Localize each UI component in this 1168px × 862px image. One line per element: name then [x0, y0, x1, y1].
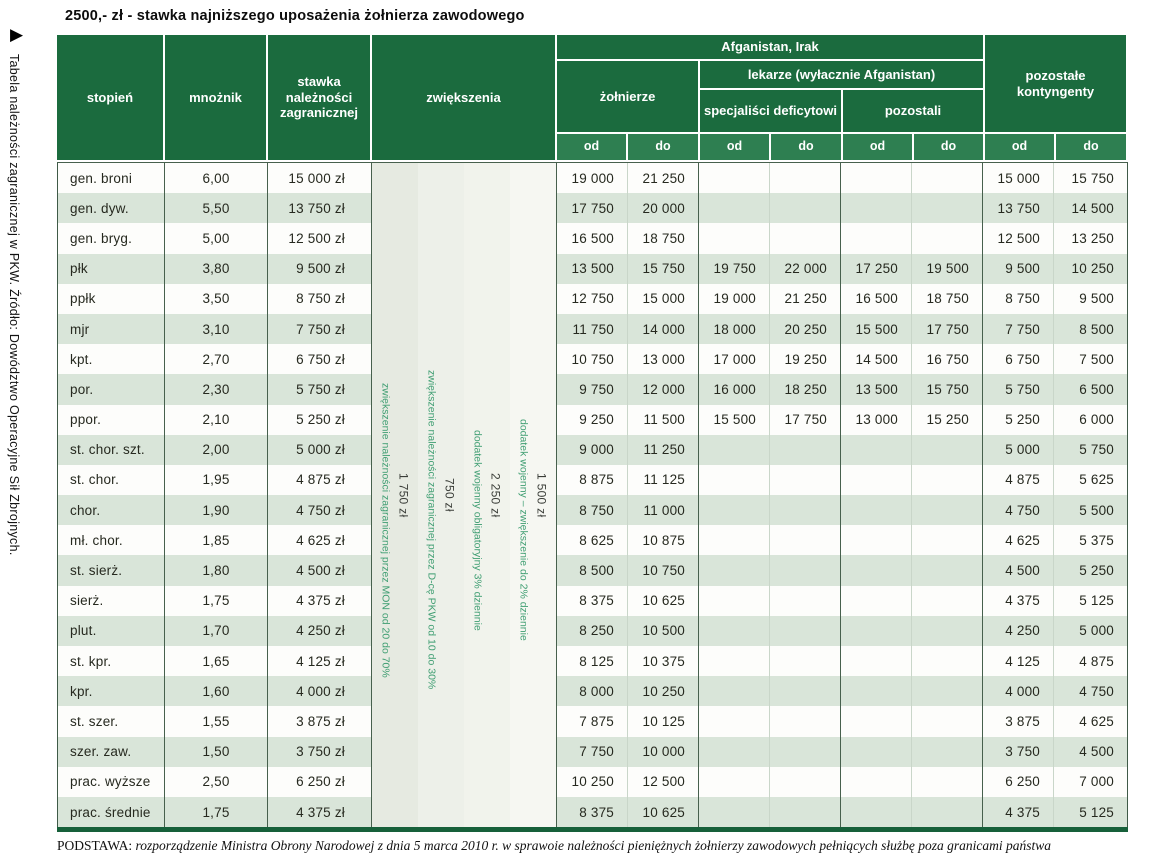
cell-z_od-row-9: 9 250	[557, 405, 628, 435]
cell-s_od-row-21	[699, 767, 770, 797]
cell-stopien-row-1: gen. broni	[58, 163, 165, 193]
cell-s_do-row-17	[770, 646, 841, 676]
cell-s_od-row-7: 17 000	[699, 344, 770, 374]
stripe-dodatek-obligatoryjny	[464, 163, 510, 827]
header-pozostali: pozostali	[843, 90, 983, 132]
cell-stawka-row-8: 5 750 zł	[268, 374, 372, 404]
cell-k_od-row-2: 13 750	[983, 193, 1054, 223]
cell-p_do-row-2	[912, 193, 983, 223]
header-specjalisci-do: do	[771, 134, 841, 160]
cell-mnoznik-row-13: 1,85	[165, 525, 268, 555]
cell-s_od-row-12	[699, 495, 770, 525]
cell-k_do-row-12: 5 500	[1054, 495, 1127, 525]
cell-s_do-row-20	[770, 737, 841, 767]
cell-mnoznik-row-22: 1,75	[165, 797, 268, 827]
cell-k_do-row-1: 15 750	[1071, 170, 1114, 186]
cell-k_od-row-5: 8 750	[983, 284, 1054, 314]
cell-s_do-row-10	[770, 435, 841, 465]
cell-mnoznik-row-11: 1,95	[165, 465, 268, 495]
cell-s_od-row-1	[699, 163, 770, 193]
cell-z_od-row-15: 8 375	[557, 586, 628, 616]
stripe-mon-desc: zwiększenie należności zagranicznej przez MON od 20 do 70%	[379, 382, 392, 678]
cell-p_do-row-5: 18 750	[912, 284, 983, 314]
cell-s_do-row-12	[770, 495, 841, 525]
cell-z_do-row-15: 10 625	[628, 586, 699, 616]
stripe-dodatek-zwiekszenie-desc: dodatek wojenny – zwiększenie do 2% dziennie	[517, 419, 530, 641]
cell-stawka-row-16: 4 250 zł	[268, 616, 372, 646]
header-zolnierze-do: do	[628, 134, 698, 160]
cell-p_do-row-10	[912, 435, 983, 465]
cell-stawka-row-3: 12 500 zł	[268, 223, 372, 253]
sidebar-caption: Tabela należności zagranicznej w PKW. Źródło: Dowództwo Operacyjne Sił Zbrojnych.	[7, 54, 21, 556]
header-mnoznik: mnożnik	[165, 35, 266, 160]
cell-stawka-row-10: 5 000 zł	[268, 435, 372, 465]
cell-s_do-row-21	[770, 767, 841, 797]
cell-p_od-row-21	[841, 767, 912, 797]
cell-stopien-row-13: mł. chor.	[58, 525, 165, 555]
header-specjalisci-od: od	[700, 134, 769, 160]
cell-stawka-row-11: 4 875 zł	[268, 465, 372, 495]
cell-z_do-row-5: 15 000	[628, 284, 699, 314]
cell-p_od-row-14	[841, 555, 912, 585]
stripe-dca-pkw-desc: zwiększenie należności zagranicznej przez D-cę PKW od 10 do 30%	[425, 370, 438, 690]
cell-z_od-row-4: 13 500	[557, 254, 628, 284]
page-title: 2500,- zł - stawka najniższego uposażenia żołnierza zawodowego	[65, 8, 525, 24]
cell-k_od-row-12: 4 750	[983, 495, 1054, 525]
cell-s_od-row-9: 15 500	[699, 405, 770, 435]
cell-k_do-row-22: 5 125	[1054, 797, 1127, 827]
cell-k_od-row-20: 3 750	[983, 737, 1054, 767]
zwiekszenia-merged-cell	[372, 163, 557, 827]
cell-k_od-row-8: 5 750	[983, 374, 1054, 404]
cell-z_od-row-17: 8 125	[557, 646, 628, 676]
cell-p_od-row-15	[841, 586, 912, 616]
cell-s_od-row-20	[699, 737, 770, 767]
cell-z_od-row-2: 17 750	[557, 193, 628, 223]
cell-k_od-row-9: 5 250	[983, 405, 1054, 435]
cell-p_od-row-17	[841, 646, 912, 676]
header-pozostali-od: od	[843, 134, 912, 160]
cell-stawka-row-20: 3 750 zł	[268, 737, 372, 767]
cell-z_do-row-3: 18 750	[628, 223, 699, 253]
cell-s_do-row-11	[770, 465, 841, 495]
cell-s_od-row-6: 18 000	[699, 314, 770, 344]
cell-k_do-row-17: 4 875	[1079, 653, 1114, 669]
stripe-dodatek-zwiekszenie	[510, 163, 556, 827]
cell-k_do-row-11: 5 625	[1079, 472, 1114, 488]
header-kontyngenty-od: od	[985, 134, 1054, 160]
cell-k_od-row-1: 15 000	[983, 163, 1054, 193]
cell-k_do-row-14: 5 250	[1054, 555, 1127, 585]
cell-k_od-row-22: 4 375	[983, 797, 1054, 827]
header-specjalisci: specjaliści deficytowi	[700, 90, 841, 132]
cell-s_od-row-5: 19 000	[699, 284, 770, 314]
cell-stawka-row-13: 4 625 zł	[268, 525, 372, 555]
cell-p_od-row-12	[841, 495, 912, 525]
cell-k_do-row-5: 9 500	[1079, 291, 1114, 307]
cell-k_od-row-19: 3 875	[983, 706, 1054, 736]
cell-z_do-row-14: 10 750	[628, 555, 699, 585]
cell-z_do-row-7: 13 000	[628, 344, 699, 374]
cell-s_do-row-16	[770, 616, 841, 646]
header-pozostali-do: do	[914, 134, 983, 160]
cell-k_do-row-21: 7 000	[1079, 774, 1114, 790]
cell-stopien-row-15: sierż.	[58, 586, 165, 616]
cell-s_do-row-1	[770, 163, 841, 193]
cell-stopien-row-8: por.	[58, 374, 165, 404]
cell-p_od-row-5: 16 500	[841, 284, 912, 314]
cell-s_od-row-10	[699, 435, 770, 465]
cell-p_od-row-9: 13 000	[841, 405, 912, 435]
cell-k_od-row-16: 4 250	[983, 616, 1054, 646]
cell-stopien-row-16: plut.	[58, 616, 165, 646]
cell-p_do-row-11	[912, 465, 983, 495]
cell-z_do-row-21: 12 500	[628, 767, 699, 797]
stripe-dca-pkw	[418, 163, 464, 827]
cell-p_do-row-1	[912, 163, 983, 193]
cell-z_od-row-10: 9 000	[557, 435, 628, 465]
cell-stawka-row-7: 6 750 zł	[268, 344, 372, 374]
cell-k_od-row-3: 12 500	[983, 223, 1054, 253]
cell-k_od-row-17: 4 125	[983, 646, 1054, 676]
cell-z_od-row-20: 7 750	[557, 737, 628, 767]
cell-p_od-row-3	[841, 223, 912, 253]
cell-stawka-row-12: 4 750 zł	[268, 495, 372, 525]
cell-z_od-row-5: 12 750	[557, 284, 628, 314]
cell-z_od-row-3: 16 500	[557, 223, 628, 253]
header-lekarze: lekarze (wyłacznie Afganistan)	[700, 61, 983, 88]
cell-z_od-row-7: 10 750	[557, 344, 628, 374]
cell-z_do-row-1: 21 250	[628, 163, 699, 193]
cell-z_od-row-14: 8 500	[557, 555, 628, 585]
cell-p_od-row-16	[841, 616, 912, 646]
cell-s_do-row-14	[770, 555, 841, 585]
cell-z_od-row-12: 8 750	[557, 495, 628, 525]
cell-s_od-row-16	[699, 616, 770, 646]
cell-mnoznik-row-2: 5,50	[165, 193, 268, 223]
cell-p_od-row-7: 14 500	[841, 344, 912, 374]
cell-s_od-row-13	[699, 525, 770, 555]
cell-z_od-row-19: 7 875	[557, 706, 628, 736]
cell-s_od-row-19	[699, 706, 770, 736]
cell-stopien-row-9: ppor.	[58, 405, 165, 435]
cell-p_od-row-19	[841, 706, 912, 736]
cell-stopien-row-14: st. sierż.	[58, 555, 165, 585]
cell-k_od-row-4: 9 500	[983, 254, 1054, 284]
cell-z_do-row-4: 15 750	[628, 254, 699, 284]
cell-k_do-row-3: 13 250	[1071, 230, 1114, 246]
cell-k_od-row-14: 4 500	[983, 555, 1054, 585]
cell-mnoznik-row-20: 1,50	[165, 737, 268, 767]
cell-z_od-row-11: 8 875	[557, 465, 628, 495]
cell-z_od-row-8: 9 750	[557, 374, 628, 404]
cell-s_od-row-14	[699, 555, 770, 585]
cell-s_do-row-4: 22 000	[770, 254, 841, 284]
cell-s_od-row-22	[699, 797, 770, 827]
cell-z_do-row-10: 11 250	[628, 435, 699, 465]
cell-stopien-row-21: prac. wyższe	[58, 767, 165, 797]
table-bottom-rule	[57, 827, 1128, 832]
cell-k_do-row-13: 5 375	[1079, 532, 1114, 548]
cell-p_do-row-16	[912, 616, 983, 646]
cell-z_od-row-6: 11 750	[557, 314, 628, 344]
cell-p_do-row-6: 17 750	[912, 314, 983, 344]
cell-p_do-row-19	[912, 706, 983, 736]
cell-z_do-row-20: 10 000	[628, 737, 699, 767]
cell-k_od-row-11: 4 875	[983, 465, 1054, 495]
cell-z_od-row-16: 8 250	[557, 616, 628, 646]
cell-p_do-row-13	[912, 525, 983, 555]
cell-k_do-row-10: 5 750	[1054, 435, 1127, 465]
cell-mnoznik-row-3: 5,00	[165, 223, 268, 253]
cell-k_od-row-15: 4 375	[983, 586, 1054, 616]
cell-z_do-row-12: 11 000	[628, 495, 699, 525]
cell-p_do-row-3	[912, 223, 983, 253]
cell-mnoznik-row-16: 1,70	[165, 616, 268, 646]
header-stawka: stawka należności zagranicznej	[268, 35, 370, 160]
cell-k_od-row-13: 4 625	[983, 525, 1054, 555]
cell-z_do-row-17: 10 375	[628, 646, 699, 676]
cell-mnoznik-row-6: 3,10	[165, 314, 268, 344]
cell-stawka-row-18: 4 000 zł	[268, 676, 372, 706]
cell-p_do-row-14	[912, 555, 983, 585]
cell-s_do-row-6: 20 250	[770, 314, 841, 344]
cell-stopien-row-20: szer. zaw.	[58, 737, 165, 767]
cell-p_do-row-12	[912, 495, 983, 525]
footer-label: PODSTAWA:	[57, 838, 133, 853]
cell-p_do-row-7: 16 750	[912, 344, 983, 374]
cell-stopien-row-4: płk	[58, 254, 165, 284]
cell-s_od-row-11	[699, 465, 770, 495]
cell-s_do-row-2	[770, 193, 841, 223]
header-afganistan-irak: Afganistan, Irak	[557, 35, 983, 59]
cell-stopien-row-18: kpr.	[58, 676, 165, 706]
cell-stopien-row-12: chor.	[58, 495, 165, 525]
cell-s_od-row-2	[699, 193, 770, 223]
cell-stawka-row-14: 4 500 zł	[268, 555, 372, 585]
cell-s_do-row-8: 18 250	[770, 374, 841, 404]
cell-k_do-row-6: 8 500	[1054, 314, 1127, 344]
cell-s_do-row-18	[770, 676, 841, 706]
cell-k_od-row-10: 5 000	[983, 435, 1054, 465]
cell-p_do-row-17	[912, 646, 983, 676]
cell-stawka-row-2: 13 750 zł	[268, 193, 372, 223]
cell-s_do-row-19	[770, 706, 841, 736]
cell-k_do-row-16: 5 000	[1054, 616, 1127, 646]
cell-z_do-row-13: 10 875	[628, 525, 699, 555]
cell-z_do-row-22: 10 625	[628, 797, 699, 827]
stripe-dodatek-obligatoryjny-amount: 2 250 zł	[488, 472, 503, 518]
cell-stopien-row-22: prac. średnie	[58, 797, 165, 827]
cell-stawka-row-9: 5 250 zł	[268, 405, 372, 435]
cell-s_od-row-17	[699, 646, 770, 676]
cell-mnoznik-row-19: 1,55	[165, 706, 268, 736]
cell-p_do-row-20	[912, 737, 983, 767]
cell-k_do-row-19: 4 625	[1079, 713, 1114, 729]
pay-table	[57, 35, 1128, 832]
cell-stawka-row-6: 7 750 zł	[268, 314, 372, 344]
cell-k_od-row-7: 6 750	[983, 344, 1054, 374]
cell-stopien-row-17: st. kpr.	[58, 646, 165, 676]
cell-stopien-row-19: st. szer.	[58, 706, 165, 736]
cell-p_od-row-6: 15 500	[841, 314, 912, 344]
cell-stawka-row-15: 4 375 zł	[268, 586, 372, 616]
cell-p_od-row-22	[841, 797, 912, 827]
cell-stopien-row-5: ppłk	[58, 284, 165, 314]
cell-stopien-row-2: gen. dyw.	[58, 193, 165, 223]
cell-stawka-row-21: 6 250 zł	[268, 767, 372, 797]
cell-p_od-row-20	[841, 737, 912, 767]
cell-k_do-row-9: 6 000	[1079, 412, 1114, 428]
cell-k_do-row-15: 5 125	[1079, 593, 1114, 609]
cell-k_od-row-21: 6 250	[983, 767, 1054, 797]
cell-k_do-row-18: 4 750	[1054, 676, 1127, 706]
cell-z_od-row-1: 19 000	[557, 163, 628, 193]
cell-z_do-row-19: 10 125	[628, 706, 699, 736]
cell-s_od-row-4: 19 750	[699, 254, 770, 284]
cell-z_do-row-2: 20 000	[628, 193, 699, 223]
cell-s_od-row-3	[699, 223, 770, 253]
cell-p_do-row-18	[912, 676, 983, 706]
stripe-dodatek-obligatoryjny-desc: dodatek wojenny obligatoryjny 3% dziennie	[471, 429, 484, 631]
cell-p_od-row-1	[841, 163, 912, 193]
cell-z_do-row-16: 10 500	[628, 616, 699, 646]
cell-p_do-row-4: 19 500	[912, 254, 983, 284]
cell-s_od-row-18	[699, 676, 770, 706]
cell-p_od-row-2	[841, 193, 912, 223]
cell-s_do-row-9: 17 750	[770, 405, 841, 435]
arrow-right-icon: ▶	[10, 25, 24, 44]
cell-stawka-row-17: 4 125 zł	[268, 646, 372, 676]
cell-mnoznik-row-1: 6,00	[165, 163, 268, 193]
cell-k_od-row-18: 4 000	[983, 676, 1054, 706]
footer-text: rozporządzenie Ministra Obrony Narodowej z dnia 5 marca 2010 r. w sprawoie należności pieniężnych żołnierzy zawodowych pełniących służbę poza granicami państwa	[135, 838, 1052, 853]
cell-stopien-row-7: kpt.	[58, 344, 165, 374]
stripe-mon	[372, 163, 418, 827]
cell-z_do-row-6: 14 000	[628, 314, 699, 344]
cell-s_do-row-7: 19 250	[770, 344, 841, 374]
cell-stopien-row-6: mjr	[58, 314, 165, 344]
cell-s_do-row-13	[770, 525, 841, 555]
cell-s_do-row-3	[770, 223, 841, 253]
cell-z_od-row-22: 8 375	[557, 797, 628, 827]
footer-note	[57, 838, 1157, 854]
cell-stawka-row-1: 15 000 zł	[268, 163, 372, 193]
header-stopien: stopień	[57, 35, 163, 160]
header-kontyngenty-do: do	[1056, 134, 1126, 160]
header-zwiekszenia: zwiększenia	[372, 35, 555, 160]
cell-p_do-row-15	[912, 586, 983, 616]
cell-z_od-row-13: 8 625	[557, 525, 628, 555]
cell-p_do-row-21	[912, 767, 983, 797]
cell-z_od-row-18: 8 000	[557, 676, 628, 706]
cell-mnoznik-row-15: 1,75	[165, 586, 268, 616]
cell-k_do-row-4: 10 250	[1054, 254, 1127, 284]
cell-mnoznik-row-9: 2,10	[165, 405, 268, 435]
cell-stopien-row-11: st. chor.	[58, 465, 165, 495]
cell-mnoznik-row-5: 3,50	[165, 284, 268, 314]
cell-stopien-row-10: st. chor. szt.	[58, 435, 165, 465]
cell-mnoznik-row-14: 1,80	[165, 555, 268, 585]
cell-stawka-row-5: 8 750 zł	[268, 284, 372, 314]
cell-stawka-row-22: 4 375 zł	[268, 797, 372, 827]
cell-p_od-row-11	[841, 465, 912, 495]
cell-s_od-row-8: 16 000	[699, 374, 770, 404]
cell-p_od-row-13	[841, 525, 912, 555]
stripe-mon-amount: 1 750 zł	[396, 472, 411, 518]
cell-k_od-row-6: 7 750	[983, 314, 1054, 344]
cell-p_do-row-9: 15 250	[912, 405, 983, 435]
stripe-dca-pkw-amount: 750 zł	[442, 478, 457, 512]
header-zolnierze: żołnierze	[557, 61, 698, 132]
header-zolnierze-od: od	[557, 134, 626, 160]
cell-mnoznik-row-4: 3,80	[165, 254, 268, 284]
cell-p_do-row-22	[912, 797, 983, 827]
table-body	[57, 162, 1128, 827]
cell-mnoznik-row-10: 2,00	[165, 435, 268, 465]
cell-s_do-row-5: 21 250	[770, 284, 841, 314]
cell-stawka-row-19: 3 875 zł	[268, 706, 372, 736]
cell-mnoznik-row-8: 2,30	[165, 374, 268, 404]
cell-z_do-row-11: 11 125	[628, 465, 699, 495]
cell-z_od-row-21: 10 250	[557, 767, 628, 797]
cell-z_do-row-18: 10 250	[628, 676, 699, 706]
cell-stawka-row-4: 9 500 zł	[268, 254, 372, 284]
cell-s_do-row-15	[770, 586, 841, 616]
cell-s_od-row-15	[699, 586, 770, 616]
cell-z_do-row-8: 12 000	[628, 374, 699, 404]
cell-p_od-row-10	[841, 435, 912, 465]
cell-mnoznik-row-12: 1,90	[165, 495, 268, 525]
stripe-dodatek-zwiekszenie-amount: 1 500 zł	[534, 472, 549, 518]
cell-p_od-row-18	[841, 676, 912, 706]
cell-mnoznik-row-18: 1,60	[165, 676, 268, 706]
cell-mnoznik-row-17: 1,65	[165, 646, 268, 676]
cell-p_od-row-8: 13 500	[841, 374, 912, 404]
cell-mnoznik-row-7: 2,70	[165, 344, 268, 374]
cell-k_do-row-8: 6 500	[1054, 374, 1127, 404]
cell-k_do-row-2: 14 500	[1054, 193, 1127, 223]
cell-p_od-row-4: 17 250	[841, 254, 912, 284]
cell-stopien-row-3: gen. bryg.	[58, 223, 165, 253]
cell-k_do-row-7: 7 500	[1079, 351, 1114, 367]
header-pozostale-kontyngenty: pozostałe kontyngenty	[985, 35, 1126, 132]
cell-k_do-row-20: 4 500	[1054, 737, 1127, 767]
cell-z_do-row-9: 11 500	[628, 405, 699, 435]
cell-mnoznik-row-21: 2,50	[165, 767, 268, 797]
table-header	[57, 35, 1126, 160]
cell-s_do-row-22	[770, 797, 841, 827]
cell-p_do-row-8: 15 750	[912, 374, 983, 404]
